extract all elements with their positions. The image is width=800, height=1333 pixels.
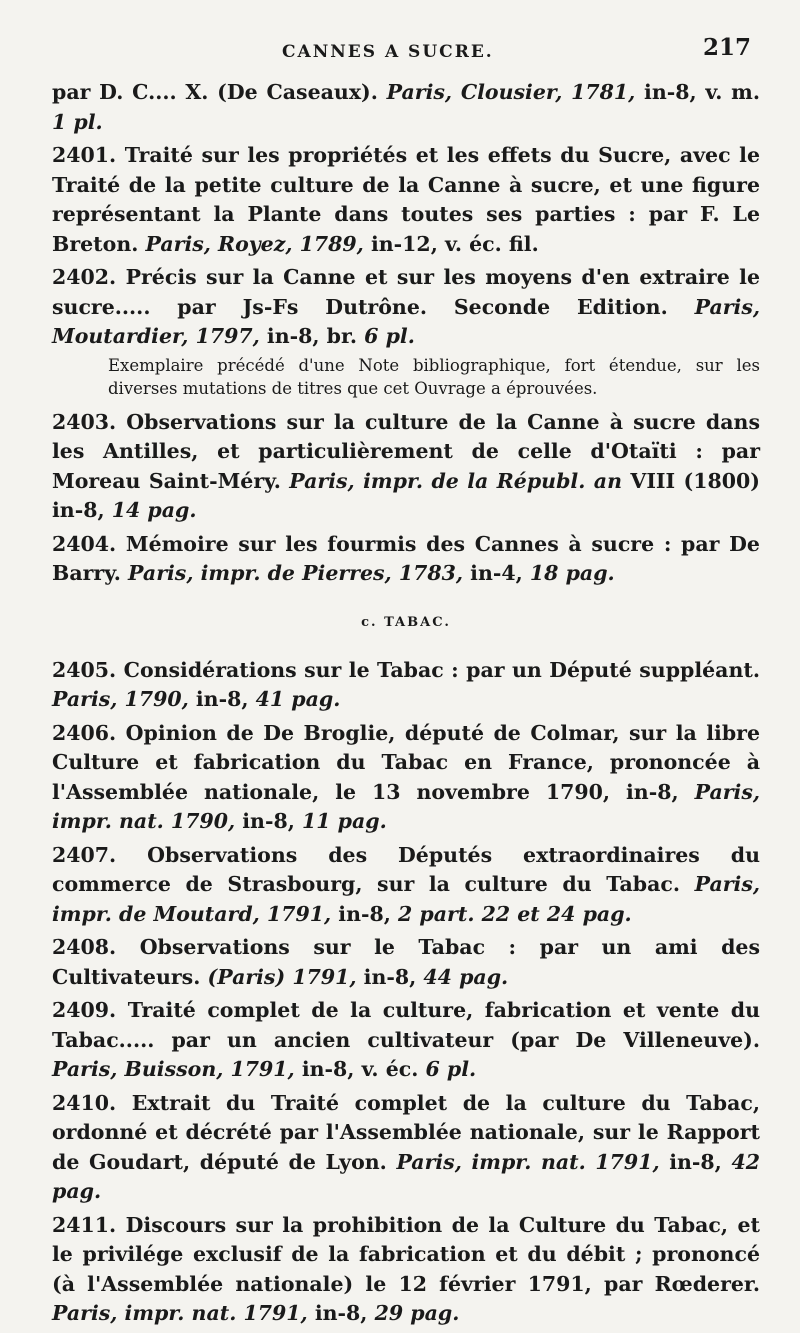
entry-number: 2408. xyxy=(52,935,140,959)
entry-text: Observations sur le Tabac : par un ami des Cultivateurs. xyxy=(52,935,760,989)
entry-number: 2405. xyxy=(52,657,124,682)
entry-format: in-8, xyxy=(195,687,256,711)
entry-text: par D. C.... X. (De Caseaux). xyxy=(52,80,387,104)
bibliography-entry xyxy=(52,996,760,1085)
entry-imprint: Paris, impr. nat. 1791, xyxy=(52,1301,315,1325)
bibliography-entry xyxy=(52,719,760,837)
entry-format: in-8, xyxy=(242,809,303,833)
entry-format: in-8, xyxy=(363,964,424,989)
section-heading: c. TABAC. xyxy=(361,614,451,630)
bibliography-entry xyxy=(52,841,760,930)
entry-text: Extrait du Traité complet de la culture du Tabac, ordonné et décrété par l'Assemblée nationale, sur le Rapport de Goudart, député de Lyon. xyxy=(52,1090,760,1174)
entry-format: in-8, v. éc. xyxy=(301,1057,426,1081)
entry-format: in-12, v. éc. fil. xyxy=(370,231,539,256)
entry-number: 2411. xyxy=(52,1212,126,1237)
entry-imprint: Paris, Moutardier, 1797, xyxy=(52,294,760,348)
bibliography-entry xyxy=(52,141,760,259)
entry-format: in-8, xyxy=(669,1149,732,1174)
entry-imprint: Paris, impr. de Moutard, 1791, xyxy=(52,872,760,926)
entry-extent: 44 pag. xyxy=(423,964,509,989)
entry-format: VIII (1800) in-8, xyxy=(52,468,760,522)
entry-imprint: Paris, impr. nat. 1791, xyxy=(396,1149,670,1174)
entry-extent: 2 part. 22 et 24 pag. xyxy=(398,901,632,926)
entry-text: Observations sur la culture de la Canne à sucre dans les Antilles, et particulièrement de celle d'Otaïti : par Moreau Saint-Méry. xyxy=(52,409,760,493)
bibliography-entry xyxy=(52,1211,760,1329)
entry-format: in-8, xyxy=(338,901,399,926)
bibliography-entry xyxy=(52,1089,760,1207)
entry-extent: 11 pag. xyxy=(302,809,387,833)
entry-number: 2403. xyxy=(52,409,127,434)
entry-format: in-4, xyxy=(470,561,530,585)
entry-extent: 1 pl. xyxy=(52,109,103,134)
bibliography-entry xyxy=(52,530,760,589)
entry-number: 2401. xyxy=(52,143,125,167)
entry-imprint: Paris, impr. de la Républ. an xyxy=(289,468,631,493)
entry-text: Considérations sur le Tabac : par un Député suppléant. xyxy=(123,657,760,682)
bibliography-entry xyxy=(52,408,760,526)
bibliography-entry xyxy=(52,656,760,715)
entry-number: 2410. xyxy=(52,1090,132,1115)
page-body xyxy=(52,78,760,1333)
entry-number: 2407. xyxy=(52,842,148,867)
entry-extent: 42 pag. xyxy=(52,1149,760,1203)
entry-text: Traité complet de la culture, fabrication et vente du Tabac..... par un ancien cultivateur (par De Villeneuve). xyxy=(52,998,760,1052)
entries-mid xyxy=(52,408,760,589)
entry-text: Traité sur les propriétés et les effets du Sucre, avec le Traité de la petite culture de la Canne à sucre, et une figure représentant la Plante dans toutes ses parties : par F. Le Breton. xyxy=(52,143,760,256)
bibliography-entry xyxy=(52,263,760,352)
entry-imprint: (Paris) 1791, xyxy=(207,964,364,989)
entry-text: Mémoire sur les fourmis des Cannes à sucre : par De Barry. xyxy=(52,531,760,585)
entry-imprint: Paris, Clousier, 1781, xyxy=(386,80,645,104)
entry-format: in-8, v. m. xyxy=(644,80,760,104)
entry-imprint: Paris, impr. de Pierres, 1783, xyxy=(128,561,471,585)
entry-text: Discours sur la prohibition de la Culture du Tabac, et le privilége exclusif de la fabrication et du débit ; prononcé (à l'Assemblée nationale) le 12 février 1791, par Rœderer. xyxy=(52,1212,760,1296)
entry-extent: 6 pl. xyxy=(364,324,415,348)
running-head-title: CANNES A SUCRE. xyxy=(282,42,494,62)
entry-extent: 41 pag. xyxy=(255,687,341,711)
entry-imprint: Paris, impr. nat. 1790, xyxy=(52,779,760,833)
entry-text: Précis sur la Canne et sur les moyens d'en extraire le sucre..... par Js-Fs Dutrône. Seconde Edition. xyxy=(52,265,760,319)
entry-extent: 14 pag. xyxy=(111,498,197,522)
entries-top xyxy=(52,78,760,352)
entry-imprint: Paris, Royez, 1789, xyxy=(145,231,371,256)
bibliography-entry xyxy=(52,78,760,137)
bibliography-entry xyxy=(52,933,760,992)
entry-extent: 6 pl. xyxy=(425,1057,477,1081)
entries-tabac xyxy=(52,656,760,1329)
entry-note: Exemplaire précédé d'une Note bibliographique, fort étendue, sur les diverses mutations de titres que cet Ouvrage a éprouvées. xyxy=(108,355,760,398)
entry-text: Opinion de De Broglie, député de Colmar, sur la libre Culture et fabrication du Tabac en France, prononcée à l'Assemblée nationale, le 13 novembre 1790, in-8, xyxy=(52,720,760,804)
page-number: 217 xyxy=(703,34,752,61)
entry-extent: 29 pag. xyxy=(374,1301,460,1325)
entry-imprint: Paris, 1790, xyxy=(52,687,196,711)
entry-text: Observations des Députés extraordinaires du commerce de Strasbourg, sur la culture du Tabac. xyxy=(52,842,760,896)
entry-number: 2404. xyxy=(52,531,126,556)
entry-number: 2406. xyxy=(52,720,126,745)
entry-extent: 18 pag. xyxy=(529,561,615,585)
entry-format: in-8, xyxy=(314,1301,375,1325)
entry-number: 2409. xyxy=(52,998,128,1022)
entry-imprint: Paris, Buisson, 1791, xyxy=(52,1057,302,1081)
running-head xyxy=(0,34,800,64)
entry-number: 2402. xyxy=(52,265,126,289)
entry-format: in-8, br. xyxy=(266,324,365,348)
